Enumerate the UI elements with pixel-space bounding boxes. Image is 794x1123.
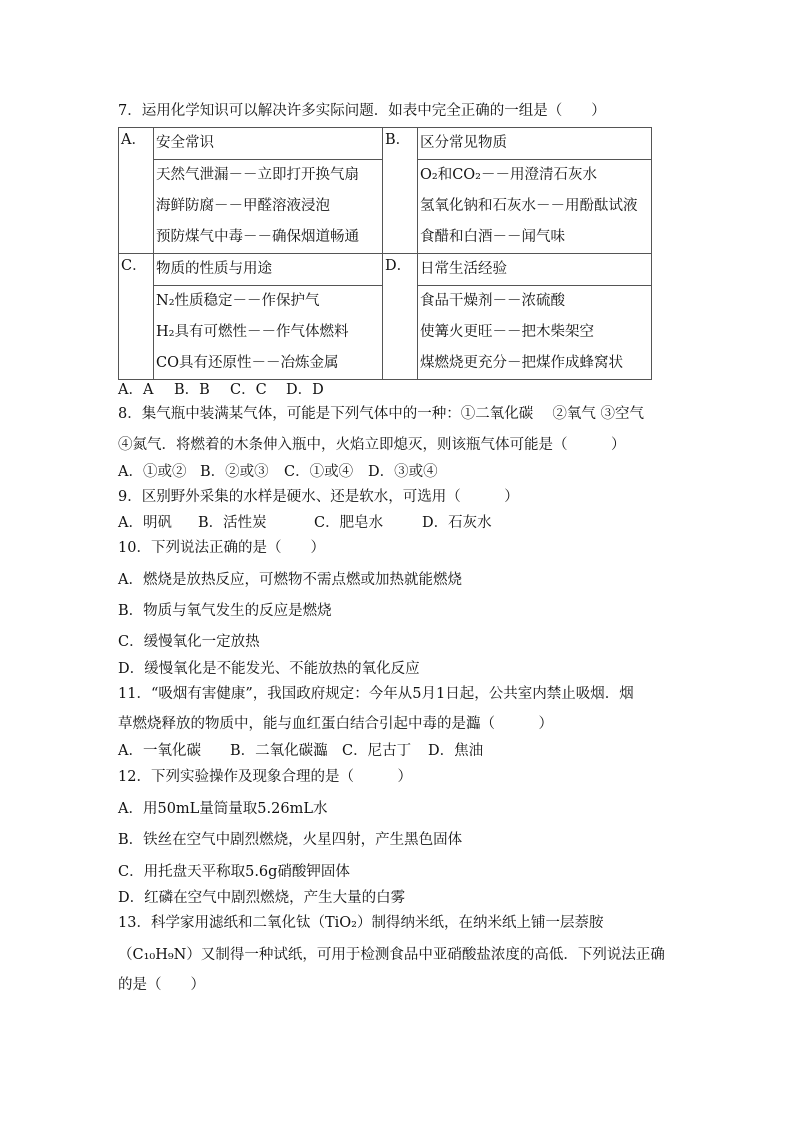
q7-b-item: 食醋和白酒－－闻气味: [420, 229, 565, 245]
q7-c-item: CO具有还原性－－冶炼金属: [156, 355, 339, 371]
q7-c-title: 物质的性质与用途: [154, 254, 382, 286]
q7-option-d-label: D．: [383, 254, 418, 380]
q10-stem: 10．下列说法正确的是（ ）: [118, 540, 325, 556]
q11-option-b[interactable]: B．二氧化碳瀶: [230, 743, 328, 759]
q9-options: [118, 513, 492, 533]
q9-stem: 9．区别野外采集的水样是硬水、还是软水，可选用（ ）: [118, 489, 519, 505]
q8-stem-line2: ④氮气．将燃着的木条伸入瓶中，火焰立即熄灭，则该瓶气体可能是（ ）: [118, 437, 626, 453]
q13-stem-line3: 的是（ ）: [118, 977, 205, 993]
q7-option-a-cell: [154, 128, 383, 254]
q7-option-d[interactable]: D．D: [286, 382, 324, 398]
q10-option-d[interactable]: D．缓慢氧化是不能发光、不能放热的氧化反应: [118, 661, 420, 677]
q7-option-c-cell: [154, 254, 383, 380]
q7-stem: 7．运用化学知识可以解决许多实际问题．如表中完全正确的一组是（ ）: [118, 103, 606, 119]
q8-options: [118, 462, 438, 482]
q7-c-item: H₂具有可燃性－－作气体燃料: [156, 324, 349, 340]
q12-option-b[interactable]: B．铁丝在空气中剧烈燃烧，火星四射，产生黑色固体: [118, 832, 463, 848]
q7-option-d-cell: [418, 254, 652, 380]
q8-stem-line1: 8．集气瓶中装满某气体，可能是下列气体中的一种：①二氧化碳 ②氧气 ③空气: [118, 406, 644, 422]
q7-options: [118, 380, 324, 400]
q10-option-c[interactable]: C．缓慢氧化一定放热: [118, 634, 260, 650]
q8-option-d[interactable]: D．③或④: [368, 464, 438, 480]
q11-option-c[interactable]: C．尼古丁: [342, 743, 412, 759]
q13-stem-line1: 13．科学家用滤纸和二氧化钛（TiO₂）制得纳米纸，在纳米纸上铺一层萘胺: [118, 915, 604, 931]
q12-option-d[interactable]: D．红磷在空气中剧烈燃烧，产生大量的白雾: [118, 890, 406, 906]
q7-a-title: 安全常识: [154, 128, 382, 160]
q7-d-title: 日常生活经验: [418, 254, 651, 286]
q12-option-a[interactable]: A．用50mL量筒量取5.26mL水: [118, 801, 328, 817]
q11-option-a[interactable]: A．一氧化碳: [118, 743, 201, 759]
q11-stem-line1: 11．“吸烟有害健康”，我国政府规定：今年从5月1日起，公共室内禁止吸烟．烟: [118, 686, 634, 702]
q9-option-b[interactable]: B．活性炭: [198, 515, 267, 531]
q7-a-item: 天然气泄漏－－立即打开换气扇: [156, 167, 359, 183]
q10-option-b[interactable]: B．物质与氧气发生的反应是燃烧: [118, 603, 332, 619]
q10-option-a[interactable]: A．燃烧是放热反应，可燃物不需点燃或加热就能燃烧: [118, 572, 462, 588]
q12-option-c[interactable]: C．用托盘天平称取5.6g硝酸钾固体: [118, 864, 350, 880]
q7-a-item: 海鲜防腐－－甲醛溶液浸泡: [156, 198, 330, 214]
q7-option-c-label: C．: [119, 254, 154, 380]
q7-b-item: 氢氧化钠和石灰水－－用酚酞试液: [420, 198, 638, 214]
q7-a-item: 预防煤气中毒－－确保烟道畅通: [156, 229, 359, 245]
q12-stem: 12．下列实验操作及现象合理的是（ ）: [118, 769, 412, 785]
q13-stem-line2: （C₁₀H₉N）又制得一种试纸，可用于检测食品中亚硝酸盐浓度的高低．下列说法正确: [118, 947, 665, 963]
q7-d-item: 使篝火更旺－－把木柴架空: [420, 324, 594, 340]
q11-option-d[interactable]: D．焦油: [428, 743, 484, 759]
q7-d-item: 食品干燥剂－－浓硫酸: [420, 293, 565, 309]
q7-c-item: N₂性质稳定－－作保护气: [156, 293, 320, 309]
q7-d-item: 煤燃烧更充分－把煤作成蜂窝状: [420, 355, 623, 371]
q7-b-title: 区分常见物质: [418, 128, 651, 160]
q7-option-b-label: B．: [383, 128, 418, 254]
q8-option-b[interactable]: B．②或③: [200, 464, 269, 480]
q11-stem-line2: 草燃烧释放的物质中，能与血红蛋白结合引起中毒的是瀶（ ）: [118, 716, 553, 732]
q8-option-c[interactable]: C．①或④: [284, 464, 354, 480]
q9-option-a[interactable]: A．明矾: [118, 515, 172, 531]
q7-option-a[interactable]: A．A: [118, 382, 154, 398]
q7-option-b-cell: [418, 128, 652, 254]
q11-options: [118, 741, 483, 761]
q7-option-a-label: A．: [119, 128, 154, 254]
q8-option-a[interactable]: A．①或②: [118, 464, 187, 480]
q9-option-c[interactable]: C．肥皂水: [314, 515, 384, 531]
q7-option-b[interactable]: B．B: [174, 382, 210, 398]
q9-option-d[interactable]: D．石灰水: [422, 515, 492, 531]
q7-b-item: O₂和CO₂－－用澄清石灰水: [420, 167, 597, 183]
q7-option-c[interactable]: C．C: [230, 382, 267, 398]
q7-table: [118, 127, 652, 380]
